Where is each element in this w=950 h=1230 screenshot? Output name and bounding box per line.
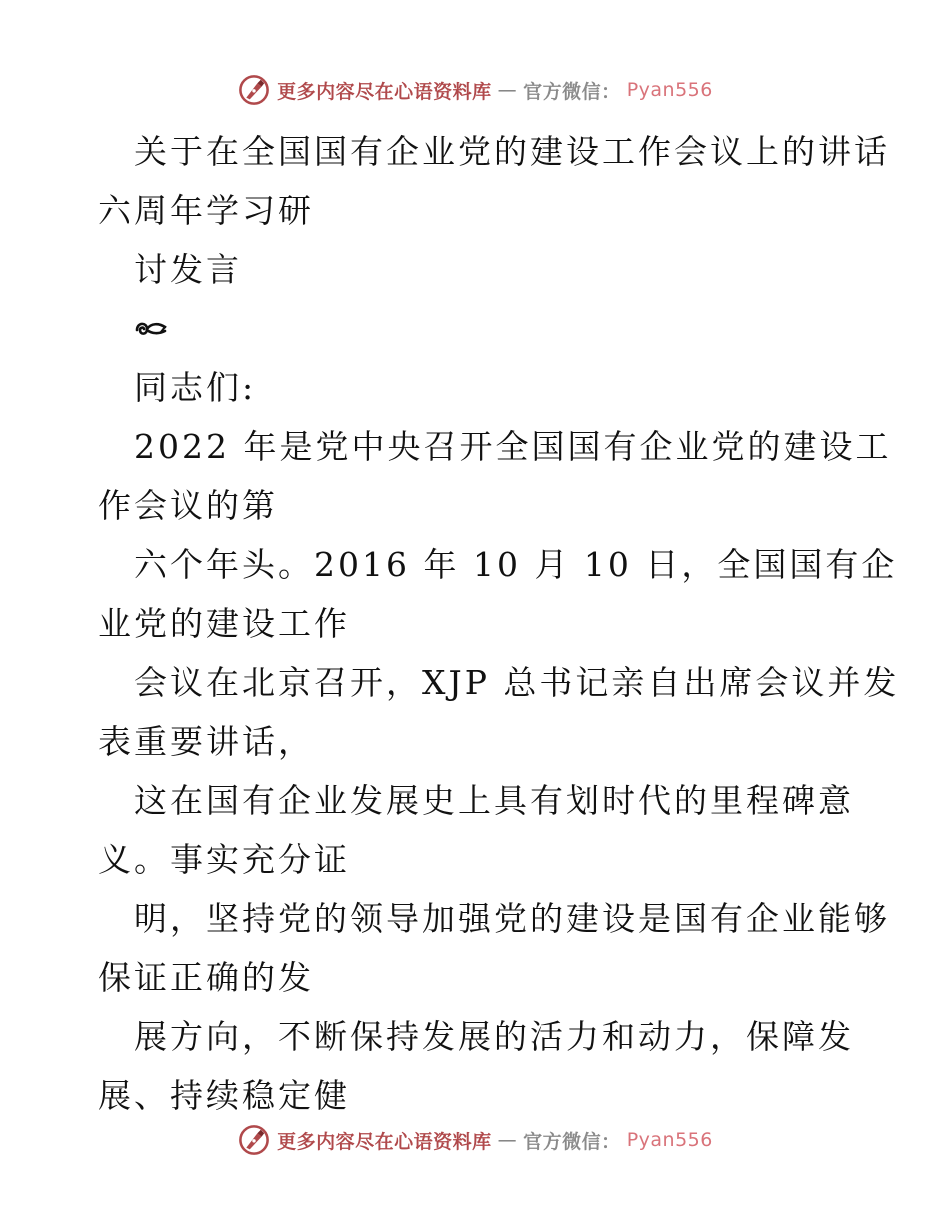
document-title-line-1: 关于在全国国有企业党的建设工作会议上的讲话 xyxy=(134,132,890,171)
watermark-official-label: 官方微信： xyxy=(523,1130,621,1153)
watermark-separator: — xyxy=(497,1129,518,1151)
body-line: 展、持续稳定健 xyxy=(98,1076,350,1115)
body-line: 明，坚持党的领导加强党的建设是国有企业能够 xyxy=(134,899,890,938)
body-line: 会议在北京召开，XJP 总书记亲自出席会议并发 xyxy=(134,663,900,702)
body-line: 义。事实充分证 xyxy=(98,840,350,879)
watermark-official-label: 官方微信： xyxy=(523,80,621,103)
pen-nib-circle-icon xyxy=(237,1123,271,1157)
body-line: 保证正确的发 xyxy=(98,958,314,997)
watermark-text: 更多内容尽在心语资料库 xyxy=(277,80,492,103)
greeting: 同志们: xyxy=(134,368,257,407)
body-line: 业党的建设工作 xyxy=(98,604,350,643)
watermark-separator: — xyxy=(497,79,518,101)
document-body xyxy=(98,122,900,1125)
decorative-swirl-icon xyxy=(134,318,168,340)
body-line: 作会议的第 xyxy=(98,486,278,525)
watermark-wechat-id: Pyan556 xyxy=(626,79,713,101)
watermark-text: 更多内容尽在心语资料库 xyxy=(277,1130,492,1153)
header-watermark xyxy=(0,70,950,110)
body-line: 展方向，不断保持发展的活力和动力，保障发 xyxy=(134,1017,854,1056)
ornament xyxy=(98,299,868,358)
body-line: 表重要讲话， xyxy=(98,722,314,761)
document-title-line-3: 讨发言 xyxy=(134,250,242,289)
document-title-line-2: 六周年学习研 xyxy=(98,191,314,230)
body-line: 这在国有企业发展史上具有划时代的里程碑意 xyxy=(134,781,854,820)
footer-watermark xyxy=(0,1120,950,1160)
body-paragraph xyxy=(98,417,900,1125)
watermark-wechat-id: Pyan556 xyxy=(626,1129,713,1151)
body-line: 2022 年是党中央召开全国国有企业党的建设工 xyxy=(134,427,892,466)
pen-nib-circle-icon xyxy=(237,73,271,107)
body-line: 六个年头。2016 年 10 月 10 日，全国国有企 xyxy=(134,545,898,584)
